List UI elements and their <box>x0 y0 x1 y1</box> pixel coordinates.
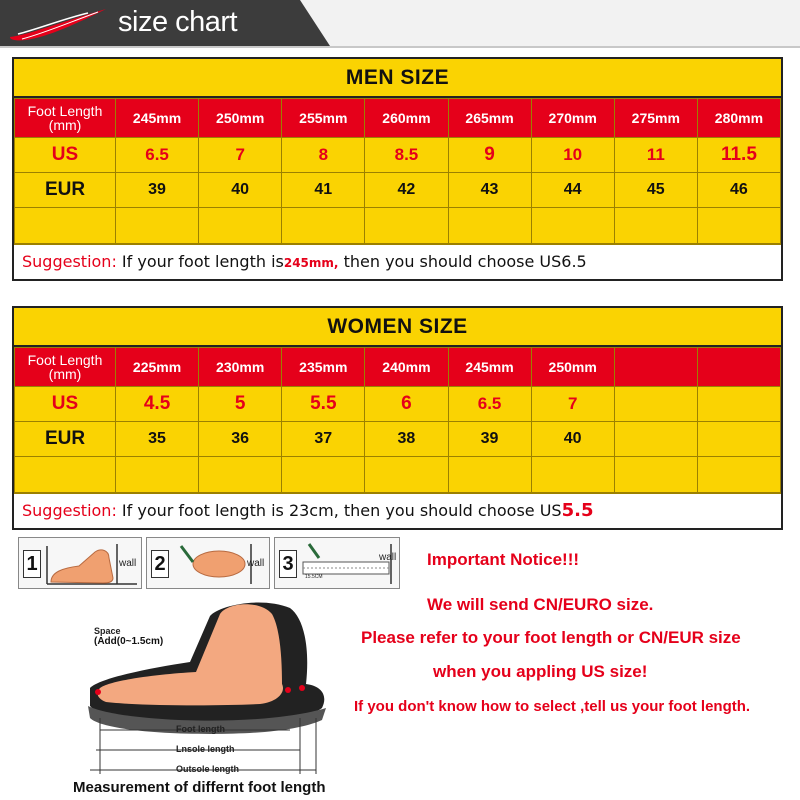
men-length-cell: 280mm <box>697 99 780 138</box>
step-3 <box>274 537 400 589</box>
men-us-cell: 11.5 <box>697 138 780 173</box>
women-length-cell: 225mm <box>116 348 199 387</box>
notice-line-2: Please refer to your foot length or CN/EUR size <box>361 628 741 647</box>
men-eur-cell: 39 <box>116 173 199 208</box>
step-number: 3 <box>279 550 297 578</box>
women-eur-cell <box>697 422 780 457</box>
women-length-cell: 240mm <box>365 348 448 387</box>
suggestion-text-after: then you should choose US6.5 <box>343 252 587 271</box>
women-suggestion <box>14 493 781 528</box>
notice-line-4: If you don't know how to select ,tell us your foot length. <box>354 698 751 715</box>
men-length-cell: 245mm <box>116 99 199 138</box>
blank-cell <box>282 457 365 493</box>
blank-cell <box>448 208 531 244</box>
women-length-cell <box>697 348 780 387</box>
women-us-cell <box>614 387 697 422</box>
suggestion-highlight: 5.5 <box>561 500 594 521</box>
men-length-cell: 270mm <box>531 99 614 138</box>
men-us-cell: 6.5 <box>116 138 199 173</box>
suggestion-label: Suggestion: <box>22 252 117 271</box>
men-length-cell: 250mm <box>199 99 282 138</box>
eur-label: EUR <box>15 173 116 208</box>
men-length-cell: 275mm <box>614 99 697 138</box>
men-us-row <box>15 138 781 173</box>
women-us-cell: 6 <box>365 387 448 422</box>
blank-cell <box>697 208 780 244</box>
men-size-grid <box>14 98 781 244</box>
notice-line-1: We will send CN/EURO size. <box>427 595 654 614</box>
blank-cell <box>531 208 614 244</box>
foot-measurement-diagram <box>60 588 360 798</box>
men-us-cell: 9 <box>448 138 531 173</box>
blank-cell <box>199 457 282 493</box>
space-label: Space <box>94 626 121 636</box>
women-us-cell: 6.5 <box>448 387 531 422</box>
women-foot-length-row <box>15 348 781 387</box>
suggestion-label: Suggestion: <box>22 501 117 520</box>
men-blank-row <box>15 208 781 244</box>
men-eur-cell: 43 <box>448 173 531 208</box>
blank-cell <box>448 457 531 493</box>
men-length-cell: 265mm <box>448 99 531 138</box>
wall-label: wall <box>379 552 397 563</box>
diagram-caption: Measurement of differnt foot length <box>73 779 326 796</box>
men-foot-length-row <box>15 99 781 138</box>
wall-label: wall <box>247 558 265 569</box>
blank-cell <box>365 208 448 244</box>
space-value: (Add(0~1.5cm) <box>94 636 164 647</box>
ruler-text: 15.5CM <box>305 574 323 580</box>
suggestion-text: If your foot length is 23cm, then you should choose US <box>121 501 562 520</box>
women-us-cell: 5 <box>199 387 282 422</box>
foot-length-label: Foot Length <box>27 352 103 368</box>
step-number: 2 <box>151 550 169 578</box>
women-us-cell <box>697 387 780 422</box>
blank-cell <box>15 208 116 244</box>
step-2 <box>146 537 270 589</box>
blank-cell <box>116 208 199 244</box>
swoosh-logo-icon <box>8 7 108 41</box>
women-us-cell: 4.5 <box>116 387 199 422</box>
blank-cell <box>365 457 448 493</box>
men-length-cell: 255mm <box>282 99 365 138</box>
foot-length-unit: (mm) <box>48 117 82 133</box>
women-us-cell: 7 <box>531 387 614 422</box>
foot-length-header <box>15 99 116 138</box>
insole-length-label: Lnsole length <box>176 744 235 754</box>
men-size-title: MEN SIZE <box>14 59 781 98</box>
blank-cell <box>531 457 614 493</box>
men-us-cell: 11 <box>614 138 697 173</box>
us-label: US <box>15 138 116 173</box>
step-1 <box>18 537 142 589</box>
step-number: 1 <box>23 550 41 578</box>
blank-cell <box>697 457 780 493</box>
women-length-cell: 230mm <box>199 348 282 387</box>
eur-label: EUR <box>15 422 116 457</box>
women-eur-cell: 38 <box>365 422 448 457</box>
foot-length-header <box>15 348 116 387</box>
men-eur-cell: 42 <box>365 173 448 208</box>
women-eur-row <box>15 422 781 457</box>
men-length-cell: 260mm <box>365 99 448 138</box>
women-us-row <box>15 387 781 422</box>
suggestion-highlight: 245mm, <box>283 256 339 270</box>
women-eur-cell: 35 <box>116 422 199 457</box>
men-us-cell: 7 <box>199 138 282 173</box>
women-length-cell <box>614 348 697 387</box>
men-us-cell: 10 <box>531 138 614 173</box>
women-length-cell: 250mm <box>531 348 614 387</box>
blank-cell <box>282 208 365 244</box>
women-size-table <box>12 306 783 530</box>
women-eur-cell: 36 <box>199 422 282 457</box>
header <box>0 0 800 48</box>
men-eur-cell: 41 <box>282 173 365 208</box>
measurement-steps <box>18 537 400 591</box>
suggestion-text: If your foot length is <box>121 252 284 271</box>
men-eur-cell: 44 <box>531 173 614 208</box>
men-eur-row <box>15 173 781 208</box>
men-eur-cell: 40 <box>199 173 282 208</box>
notice-line-3: when you appling US size! <box>433 662 648 681</box>
women-eur-cell: 40 <box>531 422 614 457</box>
foot-length-unit: (mm) <box>48 366 82 382</box>
us-label: US <box>15 387 116 422</box>
foot-length-dim-label: Foot length <box>176 724 225 734</box>
blank-cell <box>116 457 199 493</box>
page-title: size chart <box>118 6 238 38</box>
women-us-cell: 5.5 <box>282 387 365 422</box>
men-eur-cell: 45 <box>614 173 697 208</box>
notice-title: Important Notice!!! <box>427 550 580 569</box>
blank-cell <box>199 208 282 244</box>
women-eur-cell <box>614 422 697 457</box>
men-suggestion <box>14 244 781 279</box>
women-length-cell: 235mm <box>282 348 365 387</box>
blank-cell <box>15 457 116 493</box>
women-length-cell: 245mm <box>448 348 531 387</box>
foot-length-label: Foot Length <box>27 103 103 119</box>
men-eur-cell: 46 <box>697 173 780 208</box>
women-eur-cell: 37 <box>282 422 365 457</box>
outsole-length-label: Outsole length <box>176 764 239 774</box>
women-size-title: WOMEN SIZE <box>14 308 781 347</box>
women-eur-cell: 39 <box>448 422 531 457</box>
women-blank-row <box>15 457 781 493</box>
men-us-cell: 8 <box>282 138 365 173</box>
women-size-grid <box>14 347 781 493</box>
men-us-cell: 8.5 <box>365 138 448 173</box>
wall-label: wall <box>119 558 137 569</box>
blank-cell <box>614 457 697 493</box>
blank-cell <box>614 208 697 244</box>
men-size-table <box>12 57 783 281</box>
